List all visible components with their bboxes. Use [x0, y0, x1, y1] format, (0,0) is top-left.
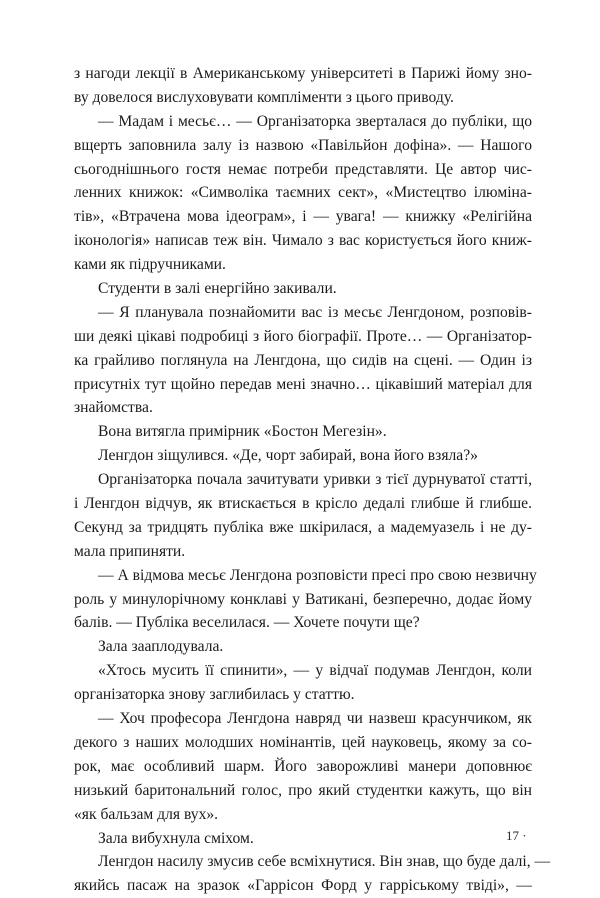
paragraph [74, 277, 532, 301]
text-line: присутніх тут щойно передав мені значно… цікавіший матеріал для [74, 375, 532, 393]
text-line: іконологія» написав теж він. Чимало з вас користується його книж- [74, 232, 532, 250]
text-line: рок, має особливий шарм. Його заворожливі манери доповнює [74, 757, 532, 775]
text-line: ками як підручниками. [74, 256, 226, 274]
paragraph [74, 110, 532, 277]
text-line: Зала вибухнула сміхом. [98, 829, 254, 847]
paragraph [74, 62, 532, 110]
paragraph [74, 850, 551, 898]
text-line: Секунд за тридцять публіка вже шкірилася, а мадемуазель і не ду- [74, 518, 532, 536]
text-line: — Хоч професора Ленгдона навряд чи назвеш красунчиком, як [98, 710, 532, 728]
paragraph [74, 659, 532, 707]
text-line: декого з наших молодших номінантів, цей науковець, якому за со- [74, 733, 532, 751]
text-line: ленних книжок: «Символіка таємних сект», «Мистецтво ілюміна- [74, 184, 532, 202]
text-line: — А відмова месьє Ленгдона розповісти пресі про свою незвичну [98, 566, 537, 584]
paragraph [74, 827, 532, 851]
text-line: сьогоднішнього гостя немає потреби представляти. Це автор чис- [74, 160, 532, 178]
paragraph [74, 420, 532, 444]
text-line: «Хтось мусить її спинити», — у відчаї подумав Ленгдон, коли [98, 662, 532, 680]
text-line: знайомства. [74, 399, 153, 417]
text-line: з нагоди лекції в Американському університеті в Парижі йому зно- [74, 65, 532, 82]
text-line: Ленгдон зіщулився. «Де, чорт забирай, вона його взяла?» [98, 447, 478, 465]
page-number: 17 · [506, 828, 527, 843]
text-line: якийсь пасаж на зразок «Гаррісон Форд у гарріському твіді», — [74, 877, 532, 895]
text-line: балів. — Публіка веселилася. — Хочете почути ще? [74, 614, 420, 632]
text-line: Організаторка почала зачитувати уривки з тієї дурнуватої статті, [98, 471, 532, 489]
paragraph [74, 564, 537, 636]
paragraph [74, 468, 532, 564]
text-line: організаторка знову заглибилась у статтю. [74, 686, 355, 704]
paragraph [74, 635, 532, 659]
text-line: «як бальзам для вух». [74, 805, 219, 823]
text-line: низький баритональний голос, про який студентки кажуть, що він [74, 781, 532, 799]
paragraph [74, 444, 532, 468]
text-line: роль у минулорічному конклаві у Ватикані, безперечно, додає йому [74, 590, 532, 608]
paragraph [74, 301, 532, 420]
text-line: ка грайливо поглянула на Ленгдона, що сидів на сцені. — Один із [74, 351, 532, 369]
text-line: Зала зааплодувала. [98, 638, 224, 656]
text-line: Вона витягла примірник «Бостон Мегезін». [98, 423, 387, 441]
text-line: тів», «Втрачена мова ідеограм», і — увага! — книжку «Релігійна [74, 208, 532, 226]
text-line: ву довелося вислуховувати компліменти з цього приводу. [74, 88, 454, 106]
text-line: мала припиняти. [74, 542, 186, 560]
text-line: Студенти в залі енергійно закивали. [98, 280, 337, 298]
text-line: і Ленгдон відчув, як втискається в крісло дедалі глибше й глибше. [74, 495, 532, 513]
text-line: вщерть заповнила залу із назвою «Павільйон дофіна». — Нашого [74, 136, 532, 154]
text-line: — Я планувала познайомити вас із месьє Ленгдоном, розповів- [98, 303, 532, 321]
text-line: ши деякі цікаві подробиці з його біографії. Проте… — Організатор- [74, 327, 532, 345]
body-text [74, 62, 551, 898]
text-line: Ленгдон насилу змусив себе всміхнутися. Він знав, що буде далі, — [98, 853, 551, 871]
paragraph [74, 707, 532, 826]
text-line: — Мадам і месьє… — Організаторка зверталася до публіки, що [98, 112, 532, 130]
